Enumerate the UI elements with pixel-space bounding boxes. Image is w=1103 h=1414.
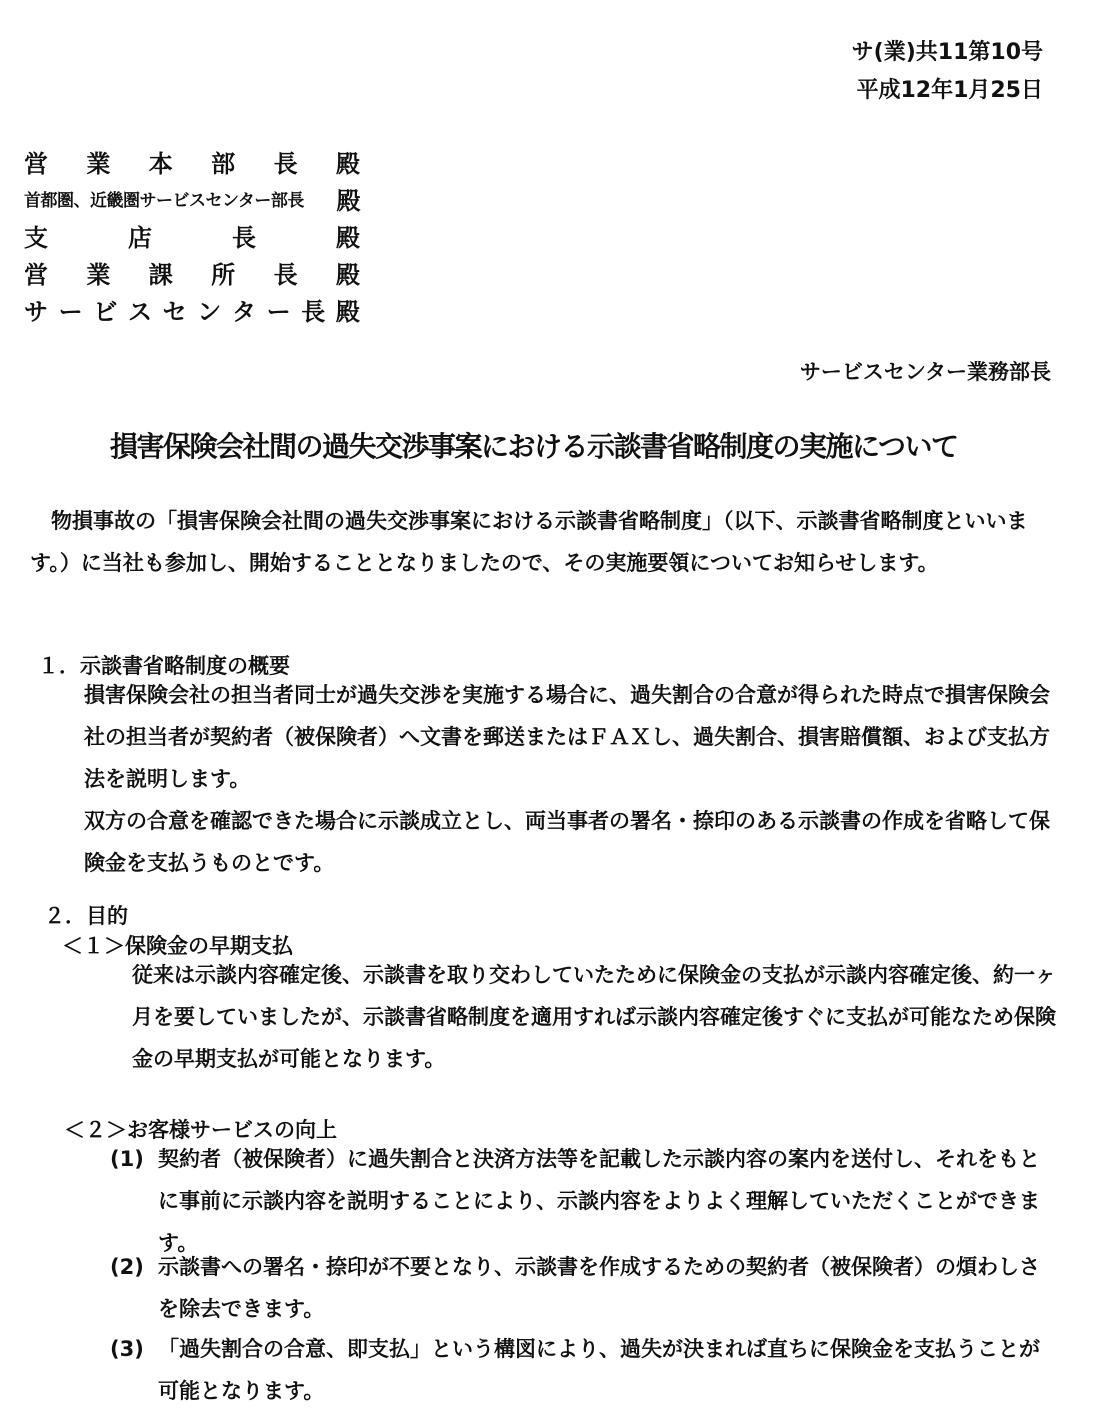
addressee-char: ー bbox=[266, 298, 291, 326]
section-2-heading: ２．目的 bbox=[44, 904, 128, 928]
addressee-char: 支 bbox=[24, 224, 48, 252]
item-number: (2) bbox=[110, 1255, 144, 1279]
addressee-char: 長 bbox=[273, 150, 298, 178]
addressee-char: 営 bbox=[24, 150, 48, 178]
addressee-char: ン bbox=[197, 298, 222, 326]
subsection-1-heading: ＜１＞保険金の早期支払 bbox=[62, 934, 293, 958]
issue-date: 平成12年1月25日 bbox=[856, 78, 1043, 103]
addressee-char: ビ bbox=[93, 298, 118, 326]
addressee-char: 業 bbox=[86, 150, 111, 178]
list-item bbox=[110, 1246, 1058, 1330]
addressee-char: ス bbox=[127, 298, 152, 326]
addressee-char: 長 bbox=[301, 298, 326, 326]
addressee-char: 業 bbox=[86, 261, 111, 289]
addressee-char: 課 bbox=[148, 261, 173, 289]
addressee-char: 部 bbox=[211, 150, 236, 178]
addressee-char: 店 bbox=[128, 224, 152, 252]
addressee-char: タ bbox=[231, 298, 256, 326]
subsection-2-heading: ＜２＞お客様サービスの向上 bbox=[64, 1118, 337, 1142]
addressee-char: ー bbox=[58, 298, 83, 326]
addressee-char: 首都圏、近畿圏サービスセンター部長 bbox=[24, 191, 304, 211]
list-item bbox=[110, 1328, 1058, 1412]
reference-number: サ(業)共11第10号 bbox=[851, 40, 1043, 65]
addressee-row bbox=[24, 183, 360, 220]
addressee-row bbox=[24, 257, 360, 294]
sender: サービスセンター業務部長 bbox=[799, 360, 1051, 384]
addressee-char: サ bbox=[24, 298, 48, 326]
addressee-list bbox=[24, 146, 360, 331]
addressee-char: 長 bbox=[273, 261, 298, 289]
addressee-char: 殿 bbox=[336, 224, 360, 252]
document-title: 損害保険会社間の過失交渉事案における示談書省略制度の実施について bbox=[110, 430, 958, 463]
addressee-char: 長 bbox=[232, 224, 256, 252]
addressee-row bbox=[24, 220, 360, 257]
addressee-char: 所 bbox=[211, 261, 236, 289]
item-number: (1) bbox=[110, 1147, 144, 1171]
subsection-1-body: 従来は示談内容確定後、示談書を取り交わしていたために保険金の支払が示談内容確定後、約一ヶ月を要していましたが、示談書省略制度を適用すれば示談内容確定後すぐに支払が可能なため保険金の早期支払が可能となります。 bbox=[132, 963, 1056, 1071]
addressee-row bbox=[24, 294, 360, 331]
addressee-char: 営 bbox=[24, 261, 48, 289]
item-number: (3) bbox=[110, 1337, 144, 1361]
section-1-body: 損害保険会社の担当者同士が過失交渉を実施する場合に、過失割合の合意が得られた時点で損害保険会社の担当者が契約者（被保険者）へ文書を郵送またはＦＡＸし、過失割合、損害賠償額、および支払方法を説明します。 双方の合意を確認できた場合に示談成立とし、両当事者の署名・捺印のある示談書の作成を省略して保険金を支払うものとです。 bbox=[84, 683, 1050, 875]
item-text: 示談書への署名・捺印が不要となり、示談書を作成するための契約者（被保険者）の煩わしさを除去できます。 bbox=[158, 1255, 1040, 1321]
addressee-char: セ bbox=[162, 298, 187, 326]
addressee-char: 殿 bbox=[336, 187, 360, 215]
item-text: 契約者（被保険者）に過失割合と決済方法等を記載した示談内容の案内を送付し、それをもとに事前に示談内容を説明することにより、示談内容をよりよく理解していただくことができます。 bbox=[158, 1147, 1040, 1255]
intro-paragraph: 物損事故の「損害保険会社間の過失交渉事案における示談書省略制度」（以下、示談書省略制度といいます。）に当社も参加し、開始することとなりましたので、その実施要領についてお知らせします。 bbox=[30, 509, 1028, 575]
addressee-char: 殿 bbox=[335, 298, 360, 326]
addressee-char: 殿 bbox=[335, 261, 360, 289]
reference-block bbox=[852, 34, 1043, 110]
addressee-row bbox=[24, 146, 360, 183]
section-1-heading: １．示談書省略制度の概要 bbox=[38, 654, 290, 678]
item-text: 「過失割合の合意、即支払」という構図により、過失が決まれば直ちに保険金を支払うことが可能となります。 bbox=[158, 1337, 1040, 1403]
addressee-char: 本 bbox=[148, 150, 173, 178]
addressee-char: 殿 bbox=[335, 150, 360, 178]
